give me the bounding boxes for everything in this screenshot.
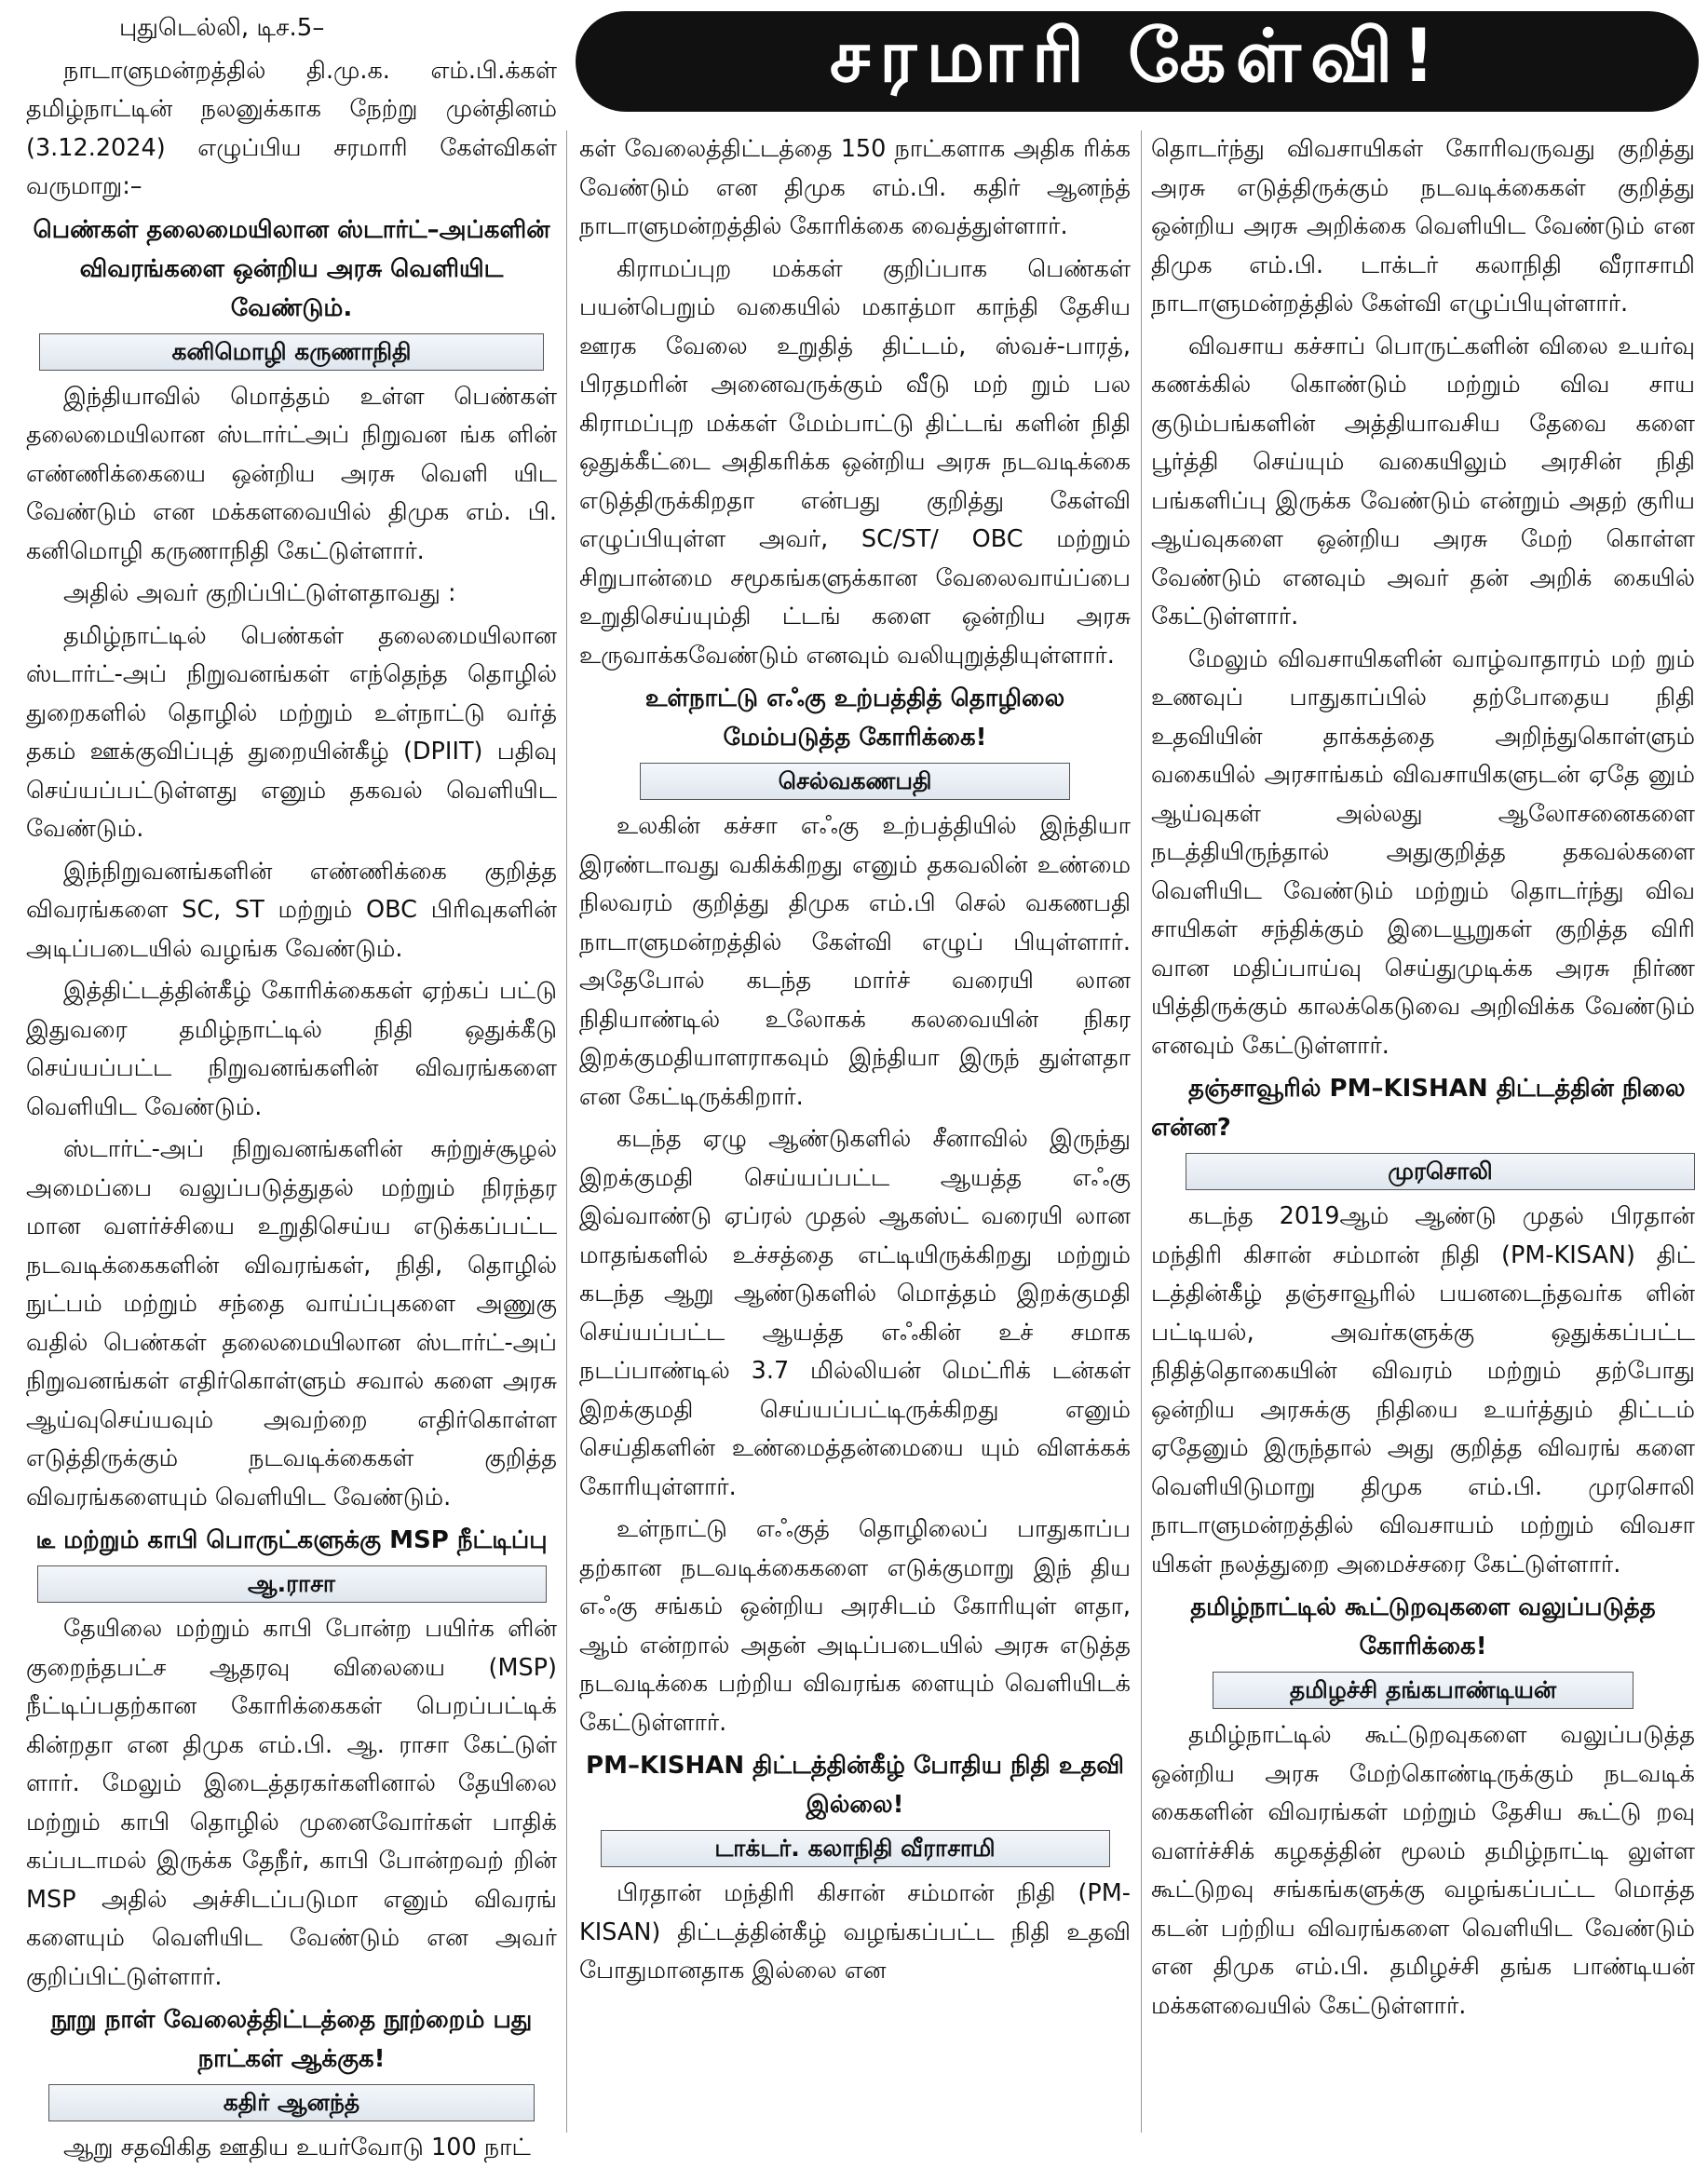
article-column-2	[579, 130, 1131, 2133]
column-divider	[1141, 130, 1142, 2133]
body-paragraph: அதில் அவர் குறிப்பிட்டுள்ளதாவது :	[63, 579, 456, 607]
section-heading: டீ மற்றும் காபி பொருட்களுக்கு MSP நீட்டிப்பு	[35, 1526, 548, 1554]
body-paragraph: மேலும் விவசாயிகளின் வாழ்வாதாரம் மற் றும் உணவுப் பாதுகாப்பில் தற்போதைய நிதி உதவியின் தாக்கத்தை அறிந்துகொள்ளும் வகையில் அரசாங்கம் விவசாயிகளுடன் ஏதே னும் ஆய்வுகள் அல்லது ஆலோசனைகளை நடத்தியிருந்தால் அதுகுறித்த தகவல்களை வெளியிட வேண்டும் மற்றும் தொடர்ந்து விவ சாயிகள் சந்திக்கும் இடையூறுகள் குறித்த விரி வான மதிப்பாய்வு செய்துமுடிக்க அரசு நிர்ண யித்திருக்கும் காலக்கெடுவை அறிவிக்க வேண்டும் எனவும் கேட்டுள்ளார்.	[1151, 644, 1695, 1060]
mp-name-tag: கதிர் ஆனந்த்	[48, 2084, 535, 2121]
body-paragraph: தேயிலை மற்றும் காபி போன்ற பயிர்க ளின் குறைந்தபட்ச ஆதரவு விலையை (MSP) நீட்டிப்பதற்கான கோரிக்கைகள் பெறப்பட்டிக் கின்றதா என திமுக எம்.பி. ஆ. ராசா கேட்டுள் ளார். மேலும் இடைத்தரகர்களினால் தேயிலை மற்றும் காபி தொழில் முனைவோர்கள் பாதிக் கப்படாமல் இருக்க தேநீர், காபி போன்றவற் றின் MSP அதில் அச்சிடப்படுமா எனும் விவரங் களையும் வெளியிட வேண்டும் என அவர் குறிப்பிட்டுள்ளார்.	[26, 1615, 557, 1991]
article-column-1	[26, 9, 557, 2161]
section-heading: பெண்கள் தலைமையிலான ஸ்டார்ட்–அப்களின் விவரங்களை ஒன்றிய அரசு வெளியிட வேண்டும்.	[33, 215, 550, 322]
body-paragraph: கிராமப்புற மக்கள் குறிப்பாக பெண்கள் பயன்பெறும் வகையில் மகாத்மா காந்தி தேசிய ஊரக வேலை உறுதித் திட்டம், ஸ்வச்-பாரத், பிரதமரின் அனைவருக்கும் வீடு மற் றும் பல கிராமப்புற மக்கள் மேம்பாட்டு திட்டங் களின் நிதி ஒதுக்கீட்டை அதிகரிக்க ஒன்றிய அரசு நடவடிக்கை எடுத்திருக்கிறதா என்பது குறித்து கேள்வி எழுப்பியுள்ள அவர், SC/ST/ OBC மற்றும் சிறுபான்மை சமூகங்களுக்கான வேலைவாய்ப்பை உறுதிசெய்யும்தி ட்டங் களை ஒன்றிய அரசு உருவாக்கவேண்டும் எனவும் வலியுறுத்தியுள்ளார்.	[579, 254, 1131, 670]
mp-name-tag: டாக்டர். கலாநிதி வீராசாமி	[601, 1830, 1110, 1867]
mp-name-tag: ஆ.ராசா	[37, 1565, 547, 1603]
body-paragraph: உலகின் கச்சா எஃகு உற்பத்தியில் இந்தியா இரண்டாவது வகிக்கிறது எனும் தகவலின் உண்மை நிலவரம் குறித்து திமுக எம்.பி செல் வகணபதி நாடாளுமன்றத்தில் கேள்வி எழுப் பியுள்ளார். அதேபோல் கடந்த மார்ச் வரையி லான நிதியாண்டில் உலோகக் கலவையின் நிகர இறக்குமதியாளராகவும் இந்தியா இருந் துள்ளதா என கேட்டிருக்கிறார்.	[579, 812, 1131, 1111]
section-heading: தமிழ்நாட்டில் கூட்டுறவுகளை வலுப்படுத்த கோரிக்கை!	[1190, 1593, 1656, 1660]
mp-name-tag: கனிமொழி கருணாநிதி	[39, 333, 544, 371]
article-column-3	[1151, 130, 1695, 2133]
section-heading: உள்நாட்டு எஃகு உற்பத்தித் தொழிலை மேம்படுத்த கோரிக்கை!	[644, 684, 1065, 752]
body-paragraph: இந்தியாவில் மொத்தம் உள்ள பெண்கள் தலைமையிலான ஸ்டார்ட்அப் நிறுவன ங்க ளின் எண்ணிக்கையை ஒன்றிய அரசு வெளி யிட வேண்டும் என மக்களவையில் திமுக எம். பி. கனிமொழி கருணாநிதி கேட்டுள்ளார்.	[26, 382, 557, 565]
body-paragraph: தொடர்ந்து விவசாயிகள் கோரிவருவது குறித்து அரசு எடுத்திருக்கும் நடவடிக்கைகள் குறித்து ஒன்றிய அரசு அறிக்கை வெளியிட வேண்டும் என திமுக எம்.பி. டாக்டர் கலாநிதி வீராசாமி நாடாளுமன்றத்தில் கேள்வி எழுப்பியுள்ளார்.	[1151, 135, 1695, 318]
body-paragraph: ஆறு சதவிகித ஊதிய உயர்வோடு 100 நாட்	[63, 2134, 531, 2161]
body-paragraph: கடந்த 2019ஆம் ஆண்டு முதல் பிரதான் மந்திரி கிசான் சம்மான் நிதி (PM-KISAN) திட் டத்தின்கீழ் தஞ்சாவூரில் பயனடைந்தவர்க ளின் பட்டியல், அவர்களுக்கு ஒதுக்கப்பட்ட நிதித்தொகையின் விவரம் மற்றும் தற்போது ஒன்றிய அரசுக்கு நிதியை உயர்த்தும் திட்டம் ஏதேனும் இருந்தால் அது குறித்த விவரங் களை வெளியிடுமாறு திமுக எம்.பி. முரசொலி நாடாளுமன்றத்தில் விவசாயம் மற்றும் விவசா யிகள் நலத்துறை அமைச்சரை கேட்டுள்ளார்.	[1151, 1202, 1695, 1579]
mp-name-tag: முரசொலி	[1186, 1153, 1695, 1190]
body-paragraph: இந்நிறுவனங்களின் எண்ணிக்கை குறித்த விவரங்களை SC, ST மற்றும் OBC பிரிவுகளின் அடிப்படையில் வழங்க வேண்டும்.	[26, 857, 557, 963]
body-paragraph: பிரதான் மந்திரி கிசான் சம்மான் நிதி (PM-KISAN) திட்டத்தின்கீழ் வழங்கப்பட்ட நிதி உதவி போதுமானதாக இல்லை என	[579, 1879, 1131, 1985]
body-paragraph: விவசாய கச்சாப் பொருட்களின் விலை உயர்வு கணக்கில் கொண்டும் மற்றும் விவ சாய குடும்பங்களின் அத்தியாவசிய தேவை களை பூர்த்தி செய்யும் வகையிலும் அரசின் நிதி பங்களிப்பு இருக்க வேண்டும் என்றும் அதற் குரிய ஆய்வுகளை ஒன்றிய அரசு மேற் கொள்ள வேண்டும் எனவும் அவர் தன் அறிக் கையில் கேட்டுள்ளார்.	[1151, 332, 1695, 630]
mp-name-tag: தமிழச்சி தங்கபாண்டியன்	[1213, 1672, 1633, 1709]
column-divider	[566, 130, 567, 2133]
body-paragraph: தமிழ்நாட்டில் பெண்கள் தலைமையிலான ஸ்டார்ட்-அப் நிறுவனங்கள் எந்தெந்த தொழில் துறைகளில் தொழில் மற்றும் உள்நாட்டு வர்த் தகம் ஊக்குவிப்புத் துறையின்கீழ் (DPIIT) பதிவு செய்யப்பட்டுள்ளது எனும் தகவல் வெளியிட வேண்டும்.	[26, 621, 557, 843]
headline-title: சரமாரி கேள்வி!	[829, 15, 1445, 99]
body-paragraph: கள் வேலைத்திட்டத்தை 150 நாட்களாக அதிக ரிக்க வேண்டும் என திமுக எம்.பி. கதிர் ஆனந்த் நாடாளுமன்றத்தில் கோரிக்கை வைத்துள்ளார்.	[579, 135, 1131, 240]
body-paragraph: கடந்த ஏழு ஆண்டுகளில் சீனாவில் இருந்து இறக்குமதி செய்யப்பட்ட ஆயத்த எஃகு இவ்வாண்டு ஏப்ரல் முதல் ஆகஸ்ட் வரையி லான மாதங்களில் உச்சத்தை எட்டியிருக்கிறது மற்றும் கடந்த ஆறு ஆண்டுகளில் மொத்தம் இறக்குமதி செய்யப்பட்ட ஆயத்த எஃகின் உச் சமாக நடப்பாண்டில் 3.7 மில்லியன் மெட்ரிக் டன்கள் இறக்குமதி செய்யப்பட்டிருக்கிறது எனும் செய்திகளின் உண்மைத்தன்மையை யும் விளக்கக் கோரியுள்ளார்.	[579, 1125, 1131, 1501]
mp-name-tag: செல்வகணபதி	[640, 763, 1070, 800]
section-heading: தஞ்சாவூரில் PM–KISHAN திட்டத்தின் நிலை என்ன?	[1151, 1075, 1686, 1142]
intro-paragraph: நாடாளுமன்றத்தில் தி.மு.க. எம்.பி.க்கள் தமிழ்நாட்டின் நலனுக்காக நேற்று முன்தினம் (3.12.2024) எழுப்பிய சரமாரி கேள்விகள் வருமாறு:–	[26, 56, 557, 200]
body-paragraph: உள்நாட்டு எஃகுத் தொழிலைப் பாதுகாப்ப தற்கான நடவடிக்கைகளை எடுக்குமாறு இந் திய எஃகு சங்கம் ஒன்றிய அரசிடம் கோரியுள் ளதா, ஆம் என்றால் அதன் அடிப்படையில் அரசு எடுத்த நடவடிக்கை பற்றிய விவரங்க ளையும் வெளியிடக் கேட்டுள்ளார்.	[579, 1515, 1131, 1737]
body-paragraph: தமிழ்நாட்டில் கூட்டுறவுகளை வலுப்படுத்த ஒன்றிய அரசு மேற்கொண்டிருக்கும் நடவடிக் கைகளின் விவரங்கள் மற்றும் தேசிய கூட்டு றவு வளர்ச்சிக் கழகத்தின் மூலம் தமிழ்நாட்டி லுள்ள கூட்டுறவு சங்கங்களுக்கு வழங்கப்பட்ட மொத்த கடன் பற்றிய விவரங்களை வெளியிட வேண்டும் என திமுக எம்.பி. தமிழச்சி தங்க பாண்டியன் மக்களவையில் கேட்டுள்ளார்.	[1151, 1721, 1695, 2020]
headline-banner	[576, 11, 1699, 112]
section-heading: PM–KISHAN திட்டத்தின்கீழ் போதிய நிதி உதவி இல்லை!	[586, 1752, 1124, 1819]
dateline: புதுடெல்லி, டிச.5–	[119, 14, 325, 42]
section-heading: நூறு நாள் வேலைத்திட்டத்தை நூற்றைம் பது நாட்கள் ஆக்குக!	[50, 2006, 533, 2073]
body-paragraph: ஸ்டார்ட்-அப் நிறுவனங்களின் சுற்றுச்சூழல் அமைப்பை வலுப்படுத்துதல் மற்றும் நிரந்தர மான வளர்ச்சியை உறுதிசெய்ய எடுக்கப்பட்ட நடவடிக்கைகளின் விவரங்கள், நிதி, தொழில் நுட்பம் மற்றும் சந்தை வாய்ப்புகளை அணுகு வதில் பெண்கள் தலைமையிலான ஸ்டார்ட்-அப் நிறுவனங்கள் எதிர்கொள்ளும் சவால் களை அரசு ஆய்வுசெய்யவும் அவற்றை எதிர்கொள்ள எடுத்திருக்கும் நடவடிக்கைகள் குறித்த விவரங்களையும் வெளியிட வேண்டும்.	[26, 1135, 557, 1511]
body-paragraph: இத்திட்டத்தின்கீழ் கோரிக்கைகள் ஏற்கப் பட்டு இதுவரை தமிழ்நாட்டில் நிதி ஒதுக்கீடு செய்யப்பட்ட நிறுவனங்களின் விவரங்களை வெளியிட வேண்டும்.	[26, 977, 557, 1121]
